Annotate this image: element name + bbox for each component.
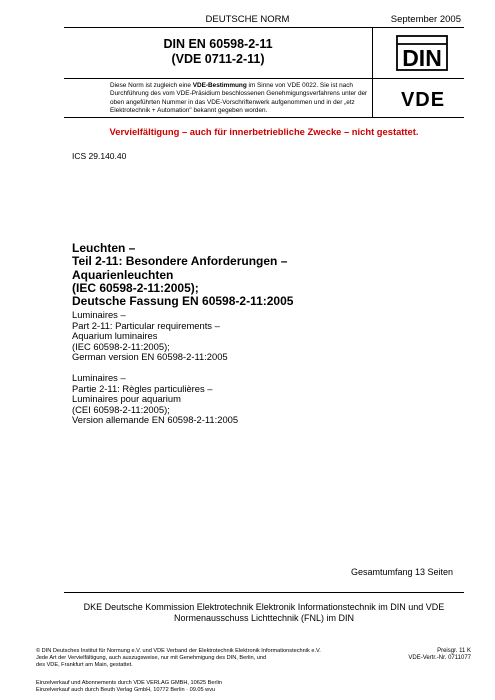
vde-logo-text: VDE bbox=[400, 89, 446, 110]
ics-code: ICS 29.140.40 bbox=[72, 151, 127, 161]
top-rule bbox=[64, 27, 464, 28]
committee-line-2: Normenausschuss Lichttechnik (FNL) im DIN bbox=[173, 612, 355, 623]
sales-line: Einzelverkauf und Abonnements durch VDE VERLAG GMBH, 10625 Berlin bbox=[36, 680, 222, 686]
notice-divider bbox=[64, 117, 464, 118]
french-title-line: Luminaires – bbox=[72, 372, 126, 383]
logo-column-divider bbox=[372, 27, 373, 117]
copyright-line: Jede Art der Vervielfältigung, auch auszugsweise, nur mit Genehmigung des DIN, Berlin, und bbox=[36, 654, 267, 661]
din-logo-text: DIN bbox=[402, 45, 442, 71]
french-title bbox=[72, 373, 452, 426]
sales-line: Einzelverkauf auch durch Beuth Verlag GmbH, 10772 Berlin · 09.05 wvu bbox=[36, 686, 216, 693]
english-title-line: Aquarium luminaires bbox=[72, 330, 158, 342]
english-title-line: Luminaires – bbox=[72, 309, 126, 320]
notice-text-bold: VDE-Bestimmung bbox=[192, 82, 247, 89]
publication-date: September 2005 bbox=[390, 14, 461, 25]
vde-order-number: VDE-Vertr.-Nr. 0711077 bbox=[408, 655, 471, 662]
english-title-line: Part 2-11: Particular requirements – bbox=[72, 319, 220, 331]
english-title-line: (IEC 60598-2-11:2005); bbox=[72, 340, 170, 352]
english-title bbox=[72, 310, 452, 363]
page-count: Gesamtumfang 13 Seiten bbox=[350, 567, 453, 577]
english-title-line: German version EN 60598-2-11:2005 bbox=[72, 351, 228, 363]
notice-text-end: im Sinne von VDE 0022. Sie ist nach Durchführung des vom VDE-Präsidium beschlossenen Genehmigungsverfahrens unter der oben angeführten Nummer in das VDE-Vorschriftenwerk aufgenommen und in der „etz Elektrotechnik + Automation" bekannt gegeben worden. bbox=[110, 82, 368, 115]
vde-logo bbox=[391, 88, 455, 110]
committee-line-1: DKE Deutsche Kommission Elektrotechnik Elektronik Informationstechnik im DIN und VDE bbox=[83, 602, 445, 612]
bottom-rule bbox=[64, 592, 464, 593]
document-type: DEUTSCHE NORM bbox=[205, 14, 290, 25]
standard-number: DIN EN 60598-2-11 bbox=[163, 37, 273, 51]
vde-notice bbox=[110, 82, 372, 116]
din-logo bbox=[396, 35, 448, 71]
french-title-line: Luminaires pour aquarium bbox=[72, 393, 181, 405]
committee bbox=[64, 602, 464, 624]
notice-text-start: Diese Norm ist zugleich eine bbox=[110, 82, 193, 89]
sales-info bbox=[36, 680, 381, 694]
copyright-line: © DIN Deutsches Institut für Normung e.V. und VDE Verband der Elektrotechnik Elektronik Informationstechnik e.V. bbox=[36, 648, 321, 654]
vde-number: (VDE 0711-2-11) bbox=[171, 52, 265, 66]
title-divider bbox=[64, 78, 464, 79]
price-group: Preisgr. 11 K bbox=[437, 648, 471, 654]
copyright-line: des VDE, Frankfurt am Main, gestattet. bbox=[36, 661, 133, 668]
copyright-notice bbox=[36, 648, 381, 669]
french-title-line: (CEI 60598-2-11:2005); bbox=[72, 403, 170, 415]
reproduction-warning: Vervielfältigung – auch für innerbetriebliche Zwecke – nicht gestattet. bbox=[109, 126, 419, 137]
french-title-line: Partie 2-11: Règles particulières – bbox=[72, 382, 213, 394]
price-info bbox=[408, 648, 471, 663]
german-title: Leuchten – Teil 2-11: Besondere Anforderungen – Aquarienleuchten (IEC 60598-2-11:2005); Deutsche Fassung EN 60598-2-11:2005 bbox=[72, 241, 294, 309]
french-title-line: Version allemande EN 60598-2-11:2005 bbox=[72, 414, 239, 426]
